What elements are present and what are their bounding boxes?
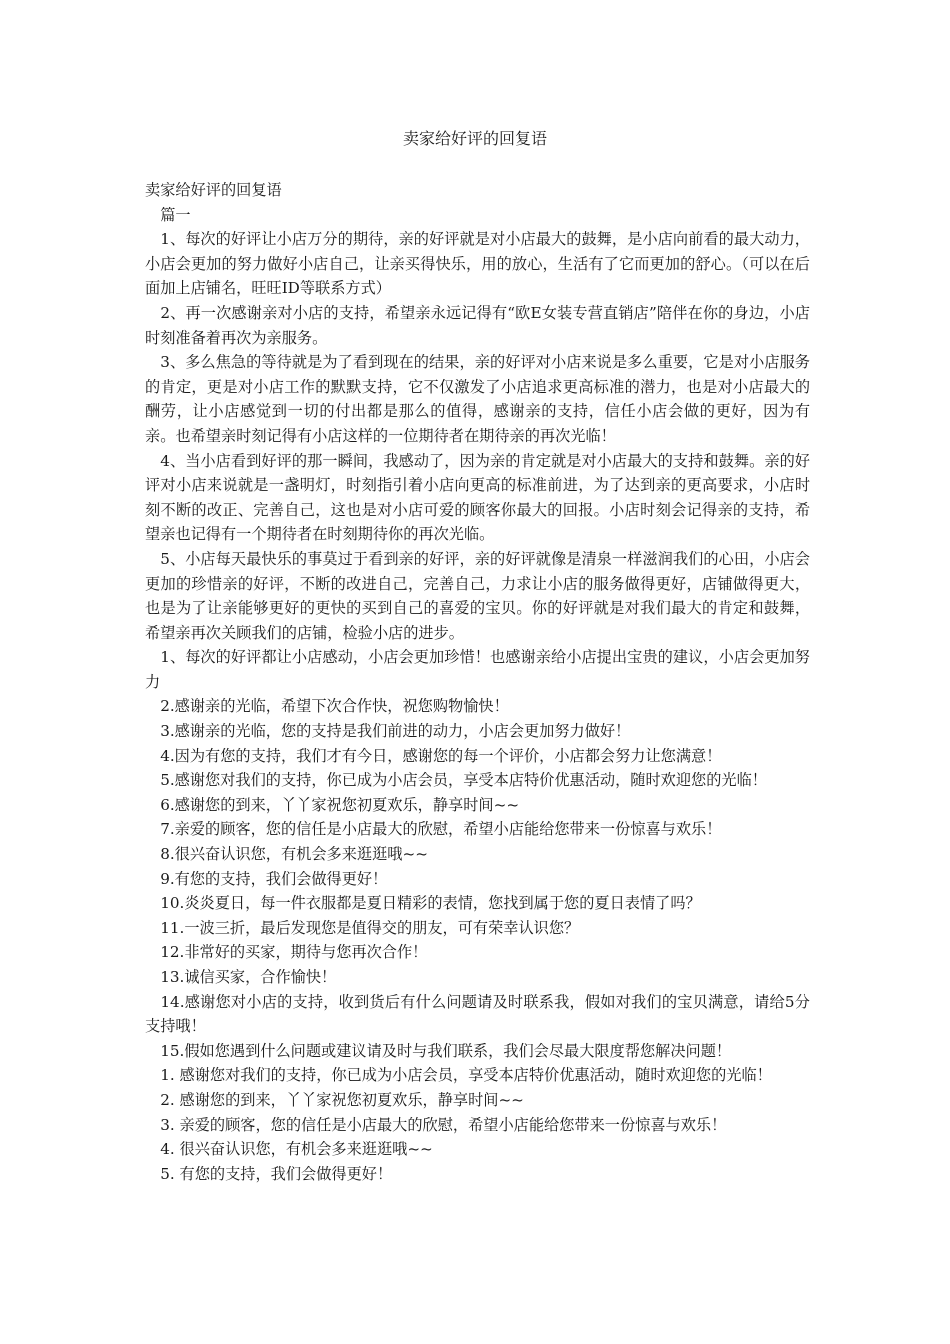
list-item: 15.假如您遇到什么问题或建议请及时与我们联系，我们会尽最大限度帮您解决问题！ (145, 1041, 732, 1060)
paragraph: 1、每次的好评都让小店感动，小店会更加珍惜！也感谢亲给小店提出宝贵的建议，小店会更加努力 (145, 648, 810, 691)
list-item: 2.感谢亲的光临，希望下次合作快，祝您购物愉快！ (145, 697, 509, 716)
document-body (145, 178, 810, 1186)
list-item: 7.亲爱的顾客，您的信任是小店最大的欣慰，希望小店能给您带来一份惊喜与欢乐！ (145, 820, 722, 839)
list-item: 5.感谢您对我们的支持，你已成为小店会员，享受本店特价优惠活动，随时欢迎您的光临！ (145, 771, 767, 790)
paragraph: 3、多么焦急的等待就是为了看到现在的结果，亲的好评对小店来说是多么重要，它是对小店服务的肯定，更是对小店工作的默默支持，它不仅激发了小店追求更高标准的潜力，也是对小店最大的酬劳，让小店感觉到一切的付出都是那么的值得，感谢亲的支持，信任小店会做的更好，因为有亲。也希望亲时刻记得有小店这样的一位期待者在期待亲的再次光临！ (145, 353, 810, 445)
list-item: 5. 有您的支持，我们会做得更好！ (145, 1164, 393, 1183)
list-item: 13.诚信买家，合作愉快！ (145, 968, 337, 986)
list-item: 1. 感谢您对我们的支持，你已成为小店会员，享受本店特价优惠活动，随时欢迎您的光临！ (145, 1066, 772, 1085)
list-item: 14.感谢您对小店的支持，收到货后有什么问题请及时联系我，假如对我们的宝贝满意，请给5分支持哦！ (145, 992, 810, 1036)
paragraph: 1、每次的好评让小店万分的期待，亲的好评就是对小店最大的鼓舞，是小店向前看的最大动力，小店会更加的努力做好小店自己，让亲买得快乐，用的放心，生活有了它而更加的舒心。（可以在后面加上店铺名，旺旺ID等联系方式） (145, 230, 810, 298)
paragraph: 4、当小店看到好评的那一瞬间，我感动了，因为亲的肯定就是对小店最大的支持和鼓舞。亲的好评对小店来说就是一盏明灯，时刻指引着小店向更高的标准前进，为了达到亲的更高要求，小店时刻不断的改正、完善自己，这也是对小店可爱的顾客你最大的回报。小店时刻会记得亲的支持，希望亲也记得有一个期待者在时刻期待你的再次光临。 (145, 451, 810, 544)
page-title: 卖家给好评的回复语 (402, 129, 547, 148)
list-item: 2. 感谢您的到来，丫丫家祝您初夏欢乐，静享时间~~ (145, 1090, 524, 1109)
list-item: 12.非常好的买家，期待与您再次合作！ (145, 943, 428, 962)
paragraph: 2、再一次感谢亲对小店的支持，希望亲永远记得有“欧E女装专营直销店”陪伴在你的身边，小店时刻准备着再次为亲服务。 (145, 303, 810, 347)
list-item: 8.很兴奋认识您，有机会多来逛逛哦~~ (145, 845, 428, 864)
list-item: 3.感谢亲的光临，您的支持是我们前进的动力，小店会更加努力做好！ (145, 722, 631, 741)
list-item: 6.感谢您的到来，丫丫家祝您初夏欢乐，静享时间~~ (145, 795, 520, 814)
list-item: 4. 很兴奋认识您，有机会多来逛逛哦~~ (145, 1140, 433, 1159)
body-heading: 卖家给好评的回复语 (145, 181, 282, 199)
list-item: 11.一波三折，最后发现您是值得交的朋友，可有荣幸认识您？ (145, 918, 580, 937)
paragraph: 5、小店每天最快乐的事莫过于看到亲的好评，亲的好评就像是清泉一样滋润我们的心田，小店会更加的珍惜亲的好评，不断的改进自己，完善自己，力求让小店的服务做得更好，店铺做得更大，也是为了让亲能够更好的更快的买到自己的喜爱的宝贝。你的好评就是对我们最大的肯定和鼓舞，希望亲再次关顾我们的店铺，检验小店的进步。 (145, 549, 810, 642)
list-item: 3. 亲爱的顾客，您的信任是小店最大的欣慰，希望小店能给您带来一份惊喜与欢乐！ (145, 1115, 727, 1134)
list-item: 4.因为有您的支持，我们才有今日，感谢您的每一个评价，小店都会努力让您满意！ (145, 746, 722, 765)
list-item: 10.炎炎夏日，每一件衣服都是夏日精彩的表情，您找到属于您的夏日表情了吗？ (145, 894, 701, 913)
section-label: 篇一 (145, 205, 191, 224)
list-item: 9.有您的支持，我们会做得更好！ (145, 869, 388, 888)
